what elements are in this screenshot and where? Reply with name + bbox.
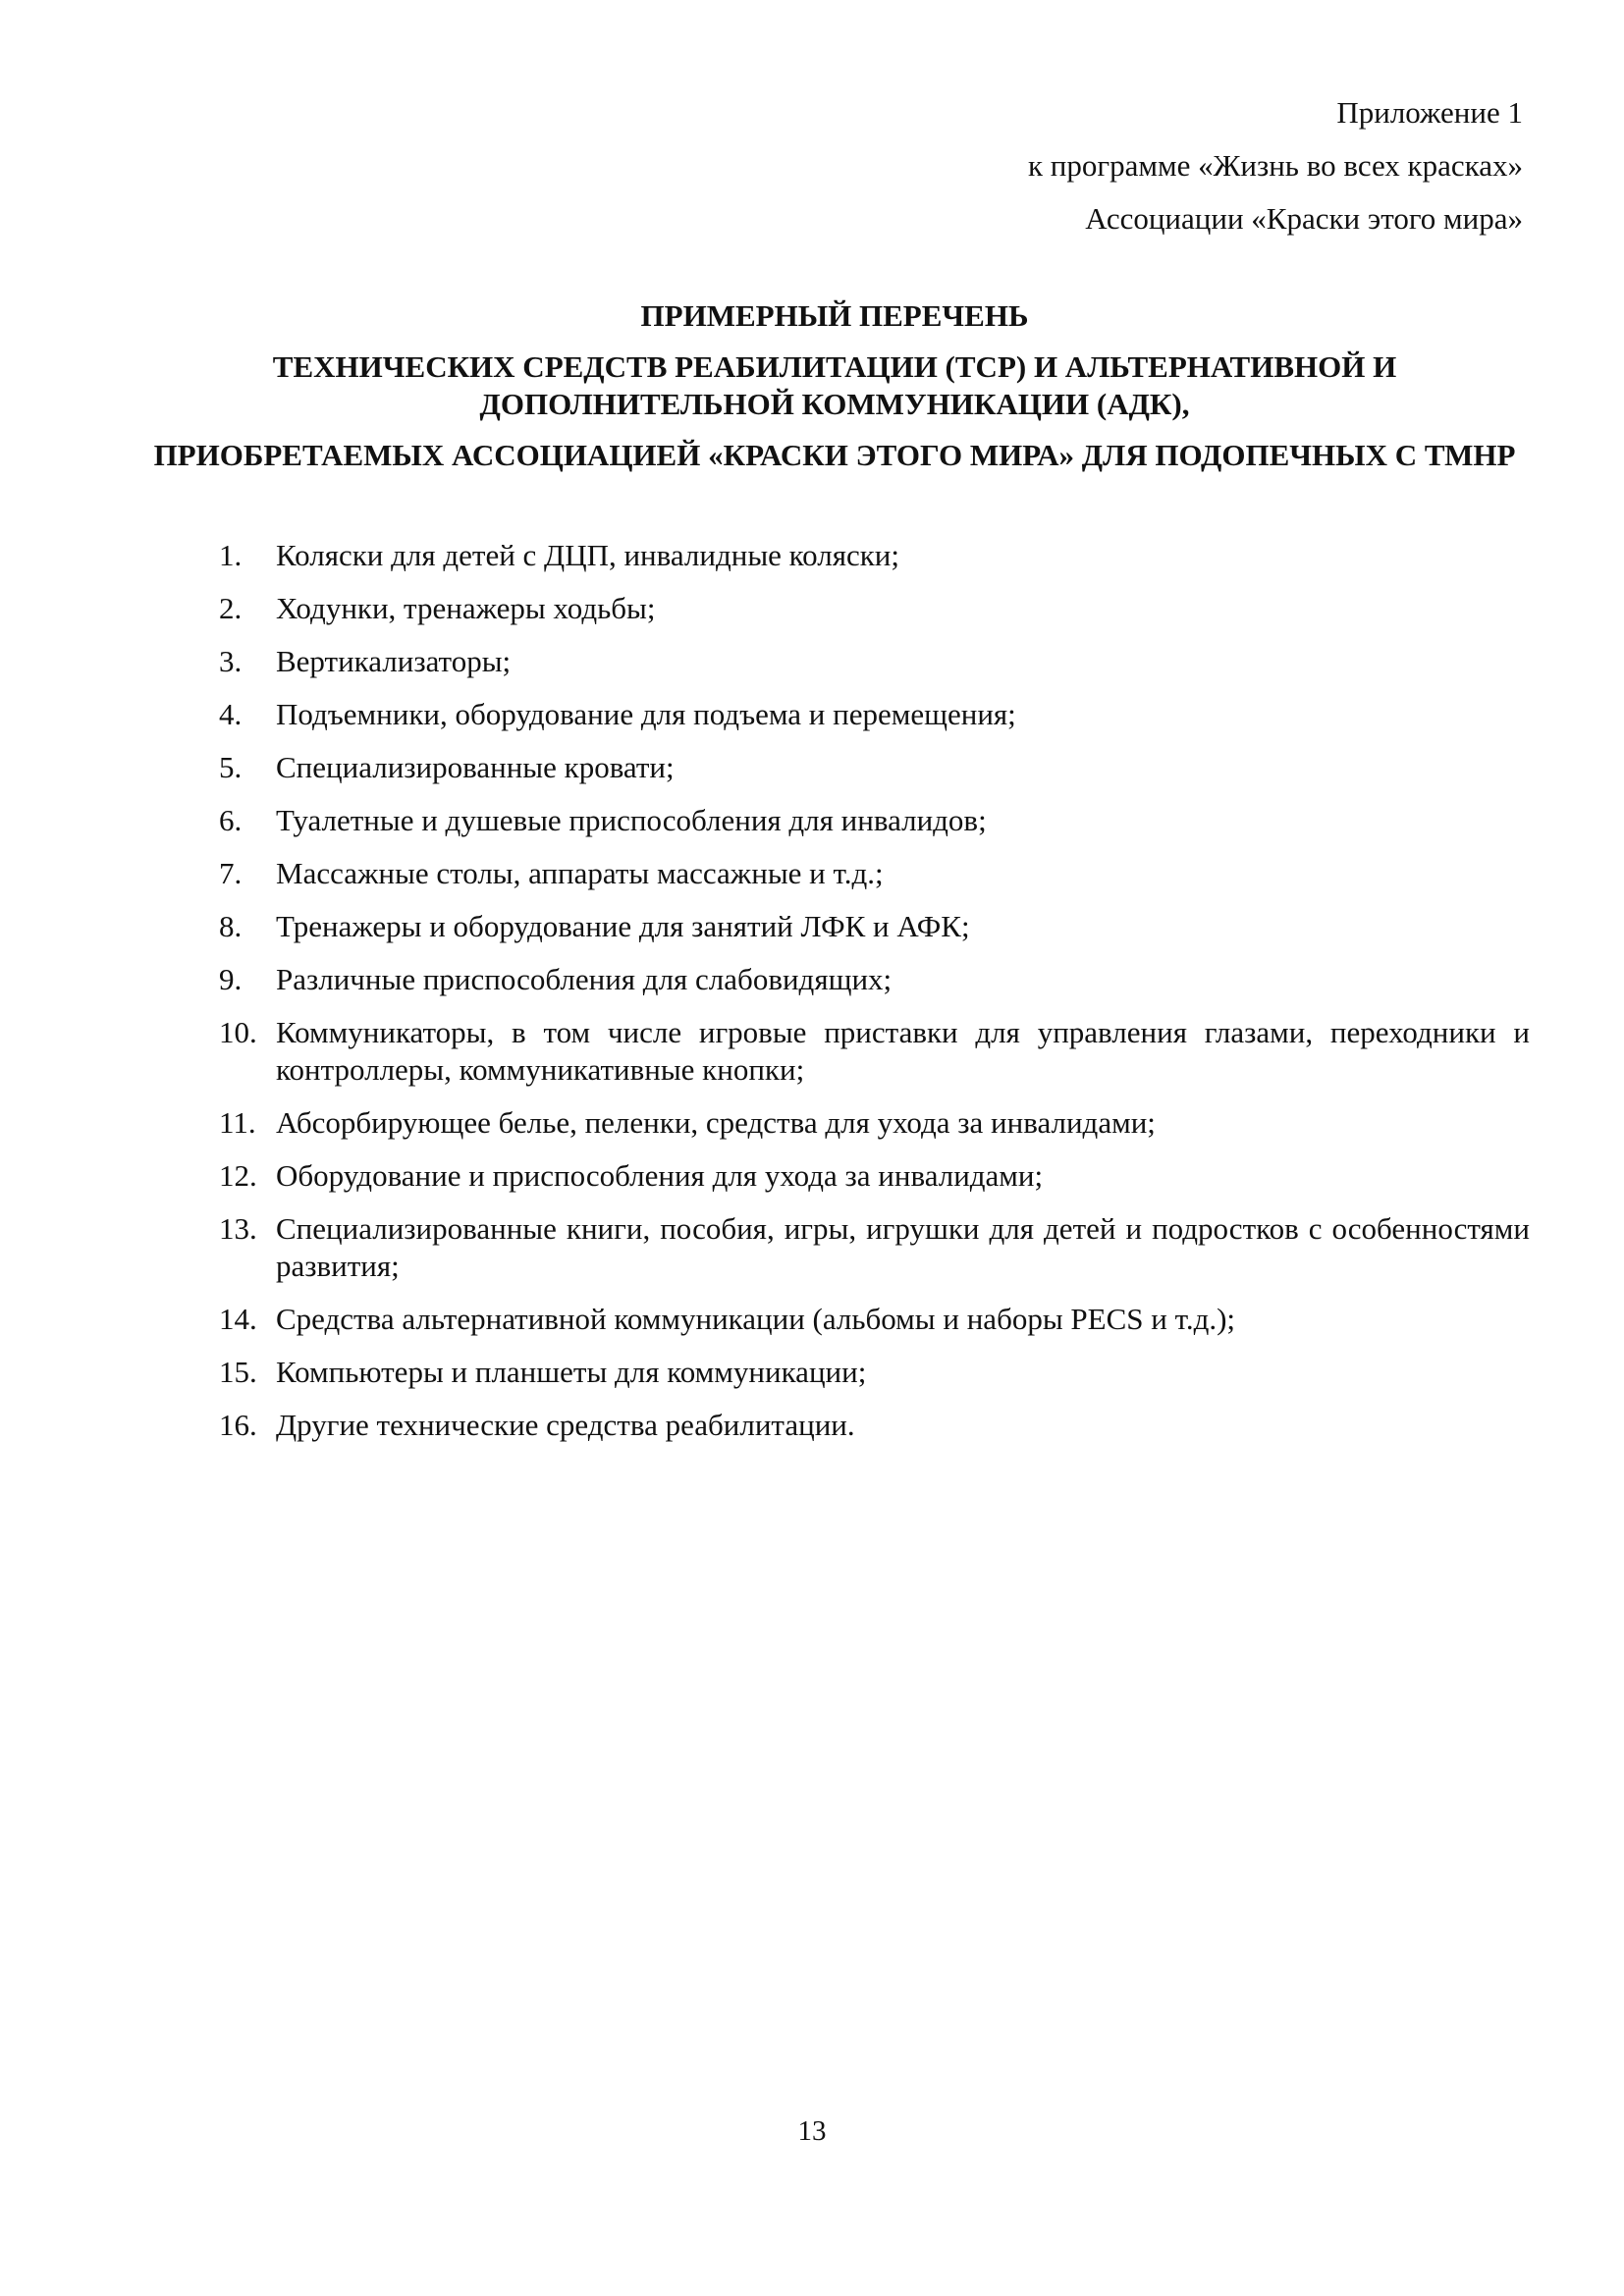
list-item bbox=[219, 908, 1530, 945]
list-item-text: Туалетные и душевые приспособления для инвалидов; bbox=[276, 803, 987, 837]
appendix-label: Приложение 1 bbox=[1336, 95, 1523, 130]
list-item-text: Вертикализаторы; bbox=[276, 644, 512, 678]
list-item bbox=[219, 1301, 1530, 1338]
list-item-text: Абсорбирующее белье, пеленки, средства для ухода за инвалидами; bbox=[276, 1105, 1156, 1140]
list-item-number: 12. bbox=[219, 1158, 257, 1193]
list-item-number: 16. bbox=[219, 1408, 257, 1442]
list-item-number: 7. bbox=[219, 856, 243, 890]
list-item-text: Компьютеры и планшеты для коммуникации; bbox=[276, 1355, 867, 1389]
list-item-number: 2. bbox=[219, 591, 243, 625]
program-reference: к программе «Жизнь во всех красках» bbox=[1027, 148, 1523, 183]
list-item bbox=[219, 961, 1530, 998]
list-item bbox=[219, 1104, 1530, 1142]
list-item-text: Подъемники, оборудование для подъема и перемещения; bbox=[276, 697, 1016, 731]
list-item-text: Коляски для детей с ДЦП, инвалидные коляски; bbox=[276, 538, 900, 572]
list-item bbox=[219, 696, 1530, 733]
list-item bbox=[219, 802, 1530, 839]
list-item-number: 8. bbox=[219, 909, 243, 943]
list-item-text: Коммуникаторы, в том числе игровые приставки для управления глазами, переходники и контроллеры, коммуникативные кнопки; bbox=[276, 1015, 1530, 1087]
list-item-text: Тренажеры и оборудование для занятий ЛФК и АФК; bbox=[276, 909, 970, 943]
list-item-number: 14. bbox=[219, 1302, 257, 1336]
list-item bbox=[219, 1210, 1530, 1285]
list-item-number: 3. bbox=[219, 644, 243, 678]
page-number: 13 bbox=[797, 2115, 827, 2147]
list-item-number: 1. bbox=[219, 538, 243, 572]
list-item bbox=[219, 643, 1530, 680]
list-item-number: 6. bbox=[219, 803, 243, 837]
list-item bbox=[219, 1407, 1530, 1444]
list-item bbox=[219, 1354, 1530, 1391]
list-item-text: Массажные столы, аппараты массажные и т.д.; bbox=[276, 856, 884, 890]
list-item-number: 13. bbox=[219, 1211, 257, 1246]
list-item-number: 5. bbox=[219, 750, 243, 784]
list-item bbox=[219, 1157, 1530, 1195]
list-item-text: Специализированные кровати; bbox=[276, 750, 675, 784]
list-item bbox=[219, 537, 1530, 574]
list-item bbox=[219, 1014, 1530, 1089]
list-item-number: 11. bbox=[219, 1105, 256, 1140]
title-subtitle-1: ТЕХНИЧЕСКИХ СРЕДСТВ РЕАБИЛИТАЦИИ (ТСР) И АЛЬТЕРНАТИВНОЙ И ДОПОЛНИТЕЛЬНОЙ КОММУНИКАЦИИ (АДК), bbox=[272, 349, 1397, 421]
list-item bbox=[219, 855, 1530, 892]
appendix-header bbox=[836, 86, 1523, 245]
list-item-text: Различные приспособления для слабовидящих; bbox=[276, 962, 893, 996]
list-item bbox=[219, 590, 1530, 627]
list-item-text: Средства альтернативной коммуникации (альбомы и наборы PECS и т.д.); bbox=[276, 1302, 1236, 1336]
document-title bbox=[137, 297, 1532, 474]
list-item-text: Оборудование и приспособления для ухода за инвалидами; bbox=[276, 1158, 1044, 1193]
list-item bbox=[219, 749, 1530, 786]
list-item-number: 4. bbox=[219, 697, 243, 731]
rehab-equipment-list bbox=[219, 537, 1530, 1460]
title-main: ПРИМЕРНЫЙ ПЕРЕЧЕНЬ bbox=[640, 298, 1029, 333]
list-item-number: 15. bbox=[219, 1355, 257, 1389]
association-reference: Ассоциации «Краски этого мира» bbox=[1085, 201, 1523, 236]
list-item-number: 10. bbox=[219, 1015, 257, 1049]
title-subtitle-2: ПРИОБРЕТАЕМЫХ АССОЦИАЦИЕЙ «КРАСКИ ЭТОГО МИРА» ДЛЯ ПОДОПЕЧНЫХ С ТМНР bbox=[153, 438, 1516, 472]
list-item-text: Ходунки, тренажеры ходьбы; bbox=[276, 591, 656, 625]
list-item-number: 9. bbox=[219, 962, 243, 996]
list-item-text: Специализированные книги, пособия, игры, игрушки для детей и подростков с особенностями развития; bbox=[276, 1211, 1530, 1283]
list-item-text: Другие технические средства реабилитации. bbox=[276, 1408, 855, 1442]
